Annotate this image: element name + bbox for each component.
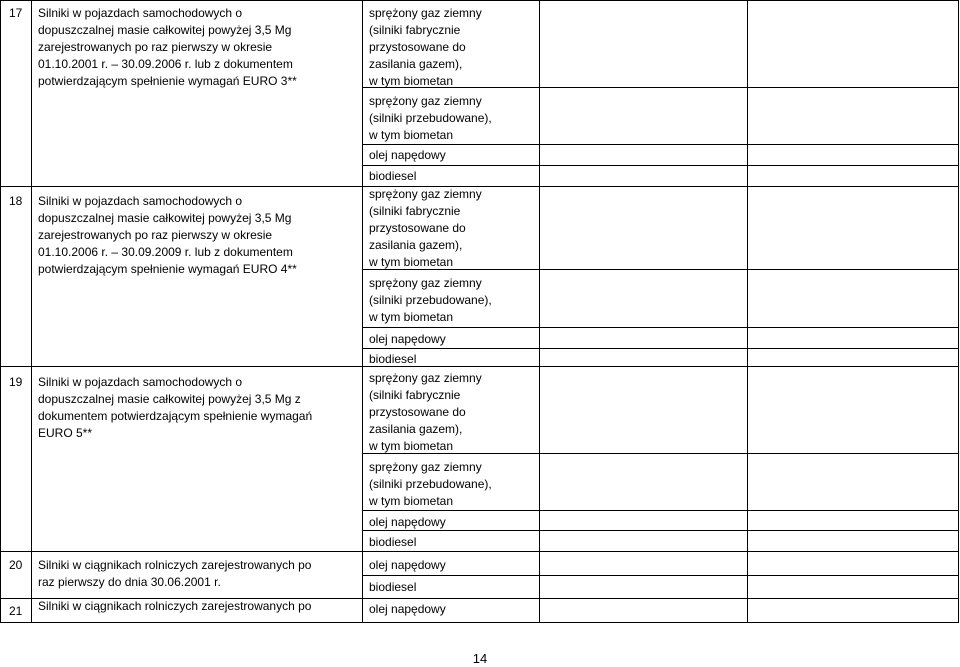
fuel-cell: biodiesel: [369, 169, 417, 183]
fuel-cell: olej napędowy: [369, 148, 446, 162]
row-number: 19: [9, 375, 23, 389]
table-border: [362, 510, 959, 511]
fuel-cell: sprężony gaz ziemny (silniki przebudowane), w tym biometan: [369, 94, 492, 142]
fuel-cell: sprężony gaz ziemny (silniki przebudowane), w tym biometan: [369, 276, 492, 324]
fuel-cell: biodiesel: [369, 352, 417, 366]
row-number: 17: [9, 6, 23, 20]
fuel-cell: sprężony gaz ziemny (silniki fabrycznie przystosowane do zasilania gazem), w tym biometan: [369, 371, 482, 453]
fuel-cell: biodiesel: [369, 535, 417, 549]
row-number: 21: [9, 604, 23, 618]
fuel-cell: olej napędowy: [369, 558, 446, 572]
row-number: 18: [9, 194, 23, 208]
fuel-cell: olej napędowy: [369, 332, 446, 346]
fuel-cell: olej napędowy: [369, 602, 446, 616]
table-border: [0, 366, 959, 367]
row-description: Silniki w pojazdach samochodowych o dopuszczalnej masie całkowitej powyżej 3,5 Mg zarejestrowanych po raz pierwszy w okresie 01.10.2006 r. – 30.09.2009 r. lub z dokumentem potwierdzającym spełnienie wymagań EURO 4**: [38, 194, 297, 276]
row-number: 20: [9, 558, 23, 572]
table-border: [362, 144, 959, 145]
table-border: [362, 327, 959, 328]
table-border: [362, 530, 959, 531]
row-description: Silniki w pojazdach samochodowych o dopuszczalnej masie całkowitej powyżej 3,5 Mg z dokumentem potwierdzającym spełnienie wymagań EURO 5**: [38, 375, 313, 440]
table-border: [362, 348, 959, 349]
page-number: 14: [472, 651, 488, 666]
table-border: [362, 165, 959, 166]
row-description: Silniki w ciągnikach rolniczych zarejestrowanych po: [38, 599, 312, 613]
row-description: Silniki w pojazdach samochodowych o dopuszczalnej masie całkowitej powyżej 3,5 Mg zarejestrowanych po raz pierwszy w okresie 01.10.2001 r. – 30.09.2006 r. lub z dokumentem potwierdzającym spełnienie wymagań EURO 3**: [38, 6, 297, 88]
fuel-cell: sprężony gaz ziemny (silniki fabrycznie przystosowane do zasilania gazem), w tym biometan: [369, 6, 482, 88]
table-border: [0, 0, 1, 623]
fuel-cell: sprężony gaz ziemny (silniki fabrycznie przystosowane do zasilania gazem), w tym biometan: [369, 187, 482, 269]
table-border: [0, 551, 959, 552]
table-border: [0, 622, 959, 623]
row-description: Silniki w ciągnikach rolniczych zarejestrowanych po raz pierwszy do dnia 30.06.2001 r.: [38, 558, 312, 589]
fuel-cell: olej napędowy: [369, 515, 446, 529]
fuel-cell: biodiesel: [369, 580, 417, 594]
table-border: [31, 0, 32, 623]
table-border: [0, 0, 959, 1]
table-border: [362, 575, 959, 576]
fuel-cell: sprężony gaz ziemny (silniki przebudowane), w tym biometan: [369, 460, 492, 508]
